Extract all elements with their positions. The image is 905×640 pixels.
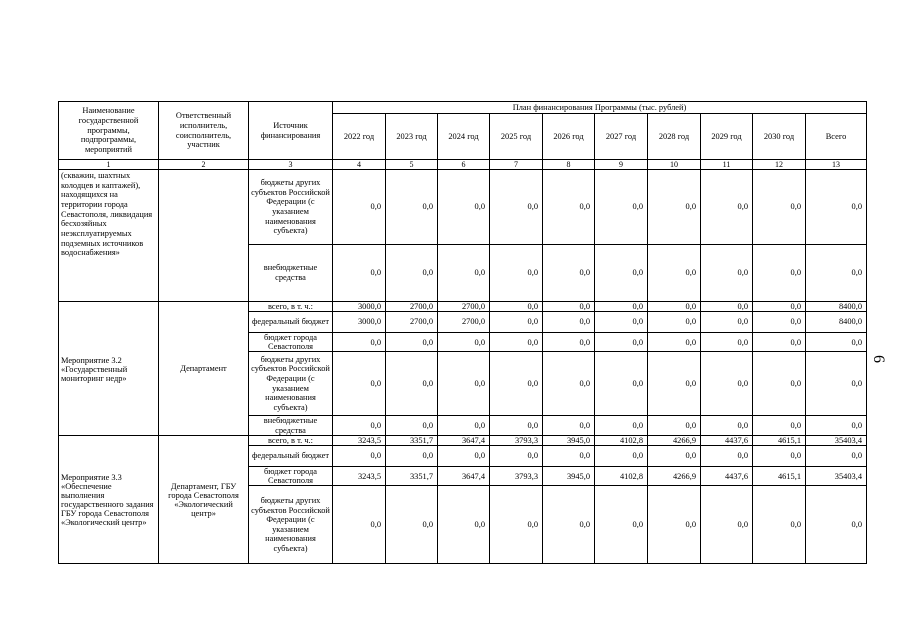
funding-value: 0,0 — [543, 333, 595, 352]
table-row — [59, 436, 867, 446]
funding-value: 8400,0 — [806, 302, 867, 312]
funding-value: 4615,1 — [753, 467, 806, 486]
funding-value: 0,0 — [595, 352, 648, 416]
funding-value: 0,0 — [701, 446, 753, 467]
funding-value: 0,0 — [490, 302, 543, 312]
funding-value: 0,0 — [543, 245, 595, 302]
funding-value: 0,0 — [595, 245, 648, 302]
funding-value: 0,0 — [438, 352, 490, 416]
funding-value: 0,0 — [438, 486, 490, 564]
funding-value: 0,0 — [648, 446, 701, 467]
column-index-number: 12 — [753, 160, 806, 170]
responsible-executor — [159, 170, 249, 302]
funding-value: 0,0 — [648, 352, 701, 416]
funding-source: бюджеты других субъектов Российской Федерации (с указанием наименования субъекта) — [249, 352, 333, 416]
funding-value: 0,0 — [386, 170, 438, 245]
funding-value: 3945,0 — [543, 436, 595, 446]
header-year: 2022 год — [333, 114, 386, 160]
funding-value: 0,0 — [753, 352, 806, 416]
funding-value: 0,0 — [648, 333, 701, 352]
funding-value: 0,0 — [386, 333, 438, 352]
column-index-number: 1 — [59, 160, 159, 170]
funding-value: 3243,5 — [333, 436, 386, 446]
funding-value: 4266,9 — [648, 467, 701, 486]
funding-value: 0,0 — [543, 170, 595, 245]
funding-value: 0,0 — [438, 333, 490, 352]
funding-value: 0,0 — [806, 486, 867, 564]
header-year: 2030 год — [753, 114, 806, 160]
funding-value: 4437,6 — [701, 467, 753, 486]
column-index-number: 13 — [806, 160, 867, 170]
funding-value: 3000,0 — [333, 302, 386, 312]
funding-value: 0,0 — [543, 352, 595, 416]
funding-value: 3351,7 — [386, 467, 438, 486]
funding-value: 0,0 — [701, 245, 753, 302]
funding-value: 3351,7 — [386, 436, 438, 446]
funding-value: 0,0 — [386, 486, 438, 564]
column-index-number: 9 — [595, 160, 648, 170]
funding-value: 0,0 — [595, 302, 648, 312]
funding-value: 0,0 — [806, 352, 867, 416]
funding-value: 0,0 — [753, 170, 806, 245]
funding-value: 0,0 — [753, 416, 806, 436]
funding-source: федеральный бюджет — [249, 446, 333, 467]
funding-source: федеральный бюджет — [249, 312, 333, 333]
funding-value: 0,0 — [386, 416, 438, 436]
funding-value: 0,0 — [333, 245, 386, 302]
funding-value: 0,0 — [806, 170, 867, 245]
funding-value: 0,0 — [753, 333, 806, 352]
table-row — [59, 170, 867, 245]
column-index-number: 8 — [543, 160, 595, 170]
funding-value: 0,0 — [333, 416, 386, 436]
funding-value: 3945,0 — [543, 467, 595, 486]
financing-table — [58, 101, 867, 564]
responsible-executor: Департамент — [159, 302, 249, 436]
funding-value: 3243,5 — [333, 467, 386, 486]
funding-value: 3647,4 — [438, 436, 490, 446]
funding-value: 0,0 — [806, 333, 867, 352]
funding-value: 3000,0 — [333, 312, 386, 333]
funding-value: 0,0 — [595, 416, 648, 436]
table-row — [59, 302, 867, 312]
funding-value: 2700,0 — [386, 302, 438, 312]
funding-value: 0,0 — [490, 170, 543, 245]
funding-value: 4102,8 — [595, 467, 648, 486]
funding-value: 0,0 — [543, 312, 595, 333]
funding-value: 0,0 — [595, 333, 648, 352]
funding-value: 3793,3 — [490, 436, 543, 446]
funding-source: всего, в т. ч.: — [249, 436, 333, 446]
funding-value: 0,0 — [438, 170, 490, 245]
funding-value: 2700,0 — [386, 312, 438, 333]
funding-source: всего, в т. ч.: — [249, 302, 333, 312]
funding-value: 0,0 — [701, 312, 753, 333]
funding-value: 0,0 — [701, 170, 753, 245]
funding-value: 0,0 — [648, 170, 701, 245]
funding-value: 0,0 — [701, 486, 753, 564]
funding-value: 0,0 — [701, 352, 753, 416]
funding-value: 0,0 — [333, 170, 386, 245]
funding-value: 0,0 — [648, 312, 701, 333]
column-index-number: 11 — [701, 160, 753, 170]
funding-value: 0,0 — [701, 333, 753, 352]
funding-value: 0,0 — [490, 486, 543, 564]
column-index-number: 2 — [159, 160, 249, 170]
header-year: 2024 год — [438, 114, 490, 160]
funding-value: 35403,4 — [806, 467, 867, 486]
funding-value: 2700,0 — [438, 312, 490, 333]
header-plan-title: План финансирования Программы (тыс. рублей) — [333, 102, 867, 114]
funding-source: бюджет города Севастополя — [249, 333, 333, 352]
funding-source: бюджет города Севастополя — [249, 467, 333, 486]
funding-value: 0,0 — [595, 170, 648, 245]
page-number: 6 — [870, 355, 887, 363]
funding-value: 0,0 — [648, 486, 701, 564]
header-year: 2028 год — [648, 114, 701, 160]
funding-value: 0,0 — [490, 352, 543, 416]
measure-name: Мероприятие 3.3 «Обеспечение выполнения государственного задания ГБУ города Севастополя «Экологический центр» — [59, 436, 159, 564]
measure-name: Мероприятие 3.2 «Государственный мониторинг недр» — [59, 302, 159, 436]
header-year: 2026 год — [543, 114, 595, 160]
header-year: 2029 год — [701, 114, 753, 160]
funding-value: 0,0 — [490, 416, 543, 436]
funding-value: 0,0 — [438, 446, 490, 467]
column-index-number: 5 — [386, 160, 438, 170]
measure-name: (скважин, шахтных колодцев и каптажей), находящихся на территории города Севастополя, ликвидация бесхозяйных неэксплуатируемых подземных источников водоснабжения» — [59, 170, 159, 302]
column-index-number: 3 — [249, 160, 333, 170]
column-index-number: 4 — [333, 160, 386, 170]
funding-value: 0,0 — [386, 245, 438, 302]
funding-value: 0,0 — [701, 302, 753, 312]
funding-value: 0,0 — [648, 416, 701, 436]
column-index-number: 10 — [648, 160, 701, 170]
funding-value: 35403,4 — [806, 436, 867, 446]
funding-value: 0,0 — [753, 245, 806, 302]
funding-source: бюджеты других субъектов Российской Федерации (с указанием наименования субъекта) — [249, 170, 333, 245]
funding-value: 0,0 — [648, 302, 701, 312]
funding-value: 0,0 — [806, 446, 867, 467]
header-funding-source: Источник финансирования — [249, 102, 333, 160]
funding-value: 0,0 — [333, 352, 386, 416]
funding-value: 0,0 — [753, 486, 806, 564]
funding-value: 0,0 — [543, 446, 595, 467]
funding-value: 0,0 — [595, 312, 648, 333]
funding-value: 0,0 — [333, 333, 386, 352]
funding-value: 0,0 — [333, 486, 386, 564]
funding-source: бюджеты других субъектов Российской Федерации (с указанием наименования субъекта) — [249, 486, 333, 564]
funding-value: 0,0 — [595, 446, 648, 467]
header-program-name: Наименование государственной программы, подпрограммы, мероприятий — [59, 102, 159, 160]
responsible-executor: Департамент, ГБУ города Севастополя «Экологический центр» — [159, 436, 249, 564]
header-year: 2027 год — [595, 114, 648, 160]
funding-source: внебюджетные средства — [249, 245, 333, 302]
funding-value: 0,0 — [543, 486, 595, 564]
header-year: Всего — [806, 114, 867, 160]
column-index-number: 7 — [490, 160, 543, 170]
header-executor: Ответственный исполнитель, соисполнитель, участник — [159, 102, 249, 160]
funding-value: 0,0 — [806, 245, 867, 302]
funding-value: 8400,0 — [806, 312, 867, 333]
funding-value: 0,0 — [490, 245, 543, 302]
funding-value: 3793,3 — [490, 467, 543, 486]
funding-value: 0,0 — [438, 416, 490, 436]
column-index-number: 6 — [438, 160, 490, 170]
funding-value: 0,0 — [490, 333, 543, 352]
funding-value: 0,0 — [386, 446, 438, 467]
funding-value: 0,0 — [490, 446, 543, 467]
funding-value: 2700,0 — [438, 302, 490, 312]
funding-value: 0,0 — [806, 416, 867, 436]
funding-value: 4437,6 — [701, 436, 753, 446]
header-year: 2025 год — [490, 114, 543, 160]
funding-value: 0,0 — [648, 245, 701, 302]
funding-value: 0,0 — [595, 486, 648, 564]
funding-value: 0,0 — [701, 416, 753, 436]
funding-value: 0,0 — [753, 302, 806, 312]
funding-value: 0,0 — [490, 312, 543, 333]
funding-value: 0,0 — [386, 352, 438, 416]
funding-value: 0,0 — [543, 302, 595, 312]
funding-value: 0,0 — [753, 312, 806, 333]
funding-value: 0,0 — [438, 245, 490, 302]
funding-value: 4615,1 — [753, 436, 806, 446]
funding-value: 4102,8 — [595, 436, 648, 446]
funding-value: 0,0 — [543, 416, 595, 436]
funding-value: 3647,4 — [438, 467, 490, 486]
funding-source: внебюджетные средства — [249, 416, 333, 436]
funding-value: 0,0 — [753, 446, 806, 467]
header-year: 2023 год — [386, 114, 438, 160]
funding-value: 4266,9 — [648, 436, 701, 446]
funding-value: 0,0 — [333, 446, 386, 467]
